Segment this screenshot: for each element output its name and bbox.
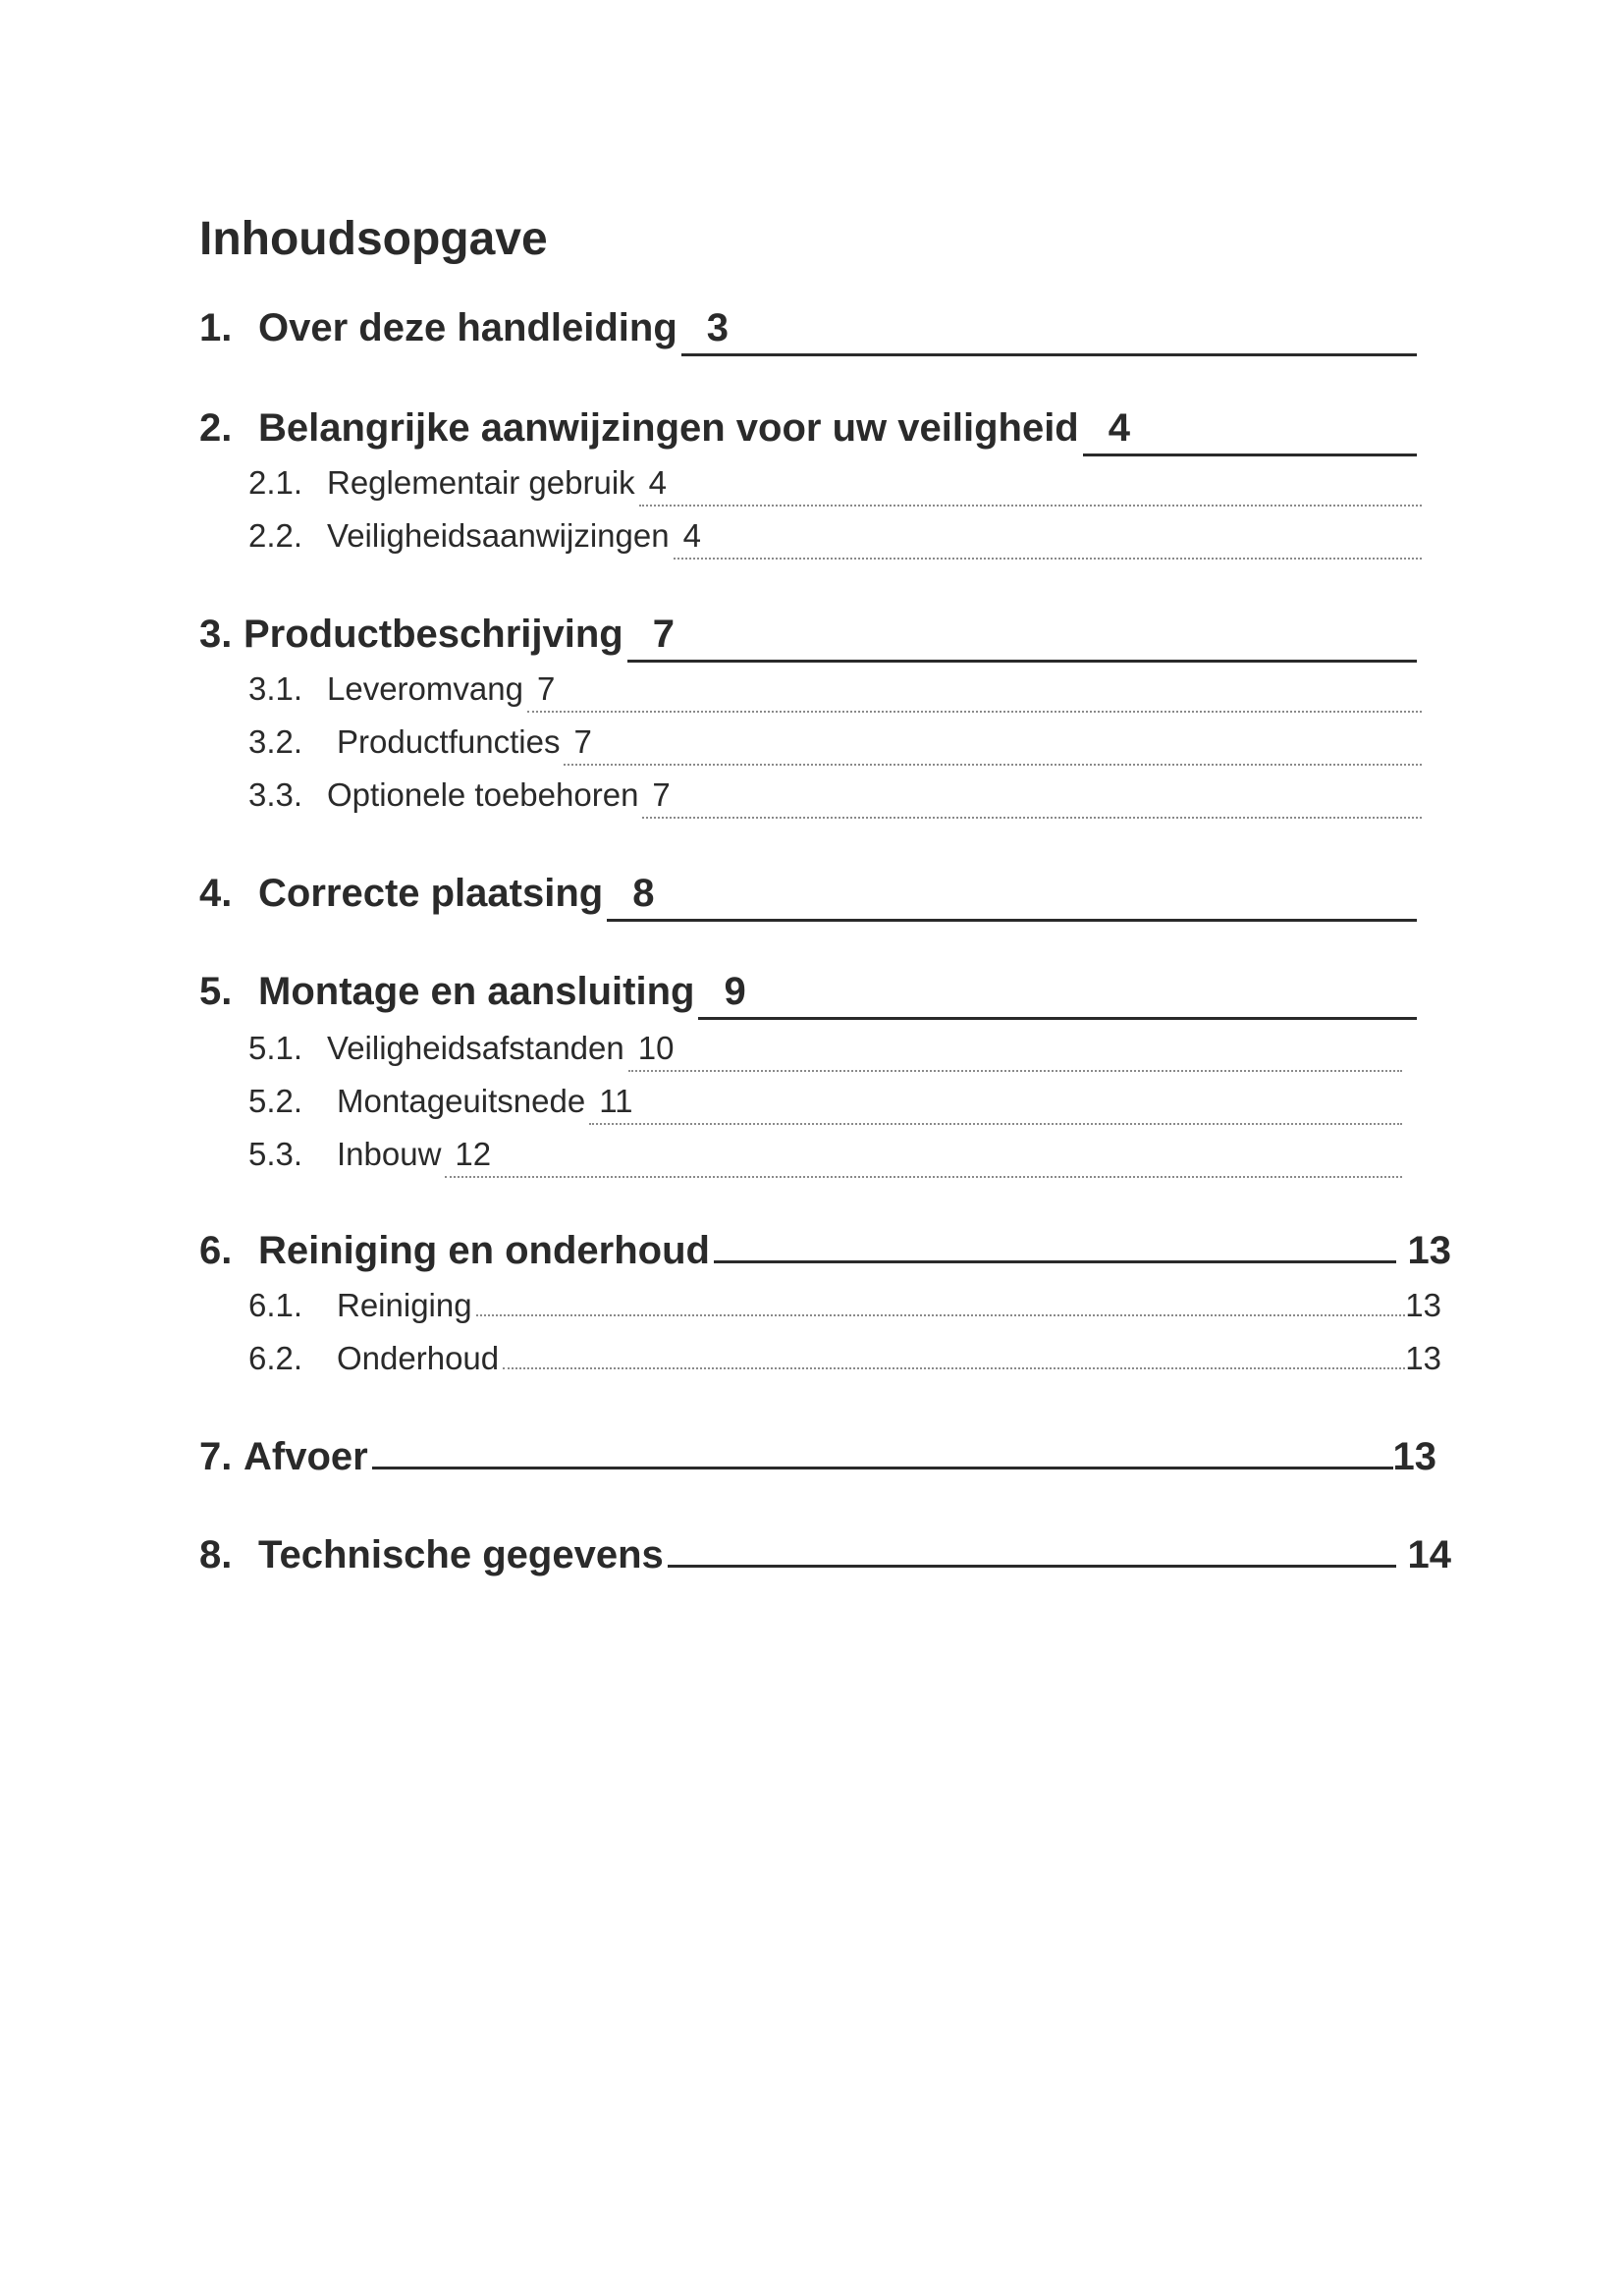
toc-entry-page: 7: [573, 723, 592, 760]
toc-entry-page: 13: [1405, 1287, 1441, 1323]
toc-entry-page: 3: [706, 306, 730, 349]
toc-entry-number: 3.: [199, 613, 233, 656]
page-title: Inhoudsopgave: [199, 213, 548, 265]
toc-leader: [681, 302, 1417, 356]
toc-entry-label: Productbeschrijving: [244, 613, 623, 656]
toc-entry-page: 14: [1407, 1533, 1451, 1576]
toc-entry-page: 13: [1405, 1340, 1441, 1376]
toc-entry-label: Veiligheidsaanwijzingen: [327, 517, 670, 554]
toc-entry-number: 3.1.: [248, 670, 303, 707]
toc-entry-label: Productfuncties: [337, 723, 561, 760]
toc-entry-number: 2.: [199, 406, 233, 450]
toc-entry-label: Belangrijke aanwijzingen voor uw veiligheid: [258, 406, 1079, 450]
toc-leader: [564, 721, 1422, 766]
toc-entry-page: 4: [1108, 406, 1130, 450]
toc-leader: [476, 1314, 1406, 1316]
toc-entry-label: Correcte plaatsing: [258, 872, 604, 915]
toc-entry-number: 5.: [199, 970, 233, 1013]
toc-subentry[interactable]: [248, 667, 1422, 711]
toc-entry-number: 5.2.: [248, 1083, 303, 1119]
toc-entry-page: 13: [1392, 1435, 1436, 1478]
toc-subentry[interactable]: [248, 1337, 1441, 1380]
toc-entry-number: 8.: [199, 1533, 233, 1576]
toc-entry-label: Onderhoud: [337, 1340, 500, 1376]
toc-entry-label: Inbouw: [337, 1136, 442, 1172]
toc-entry-page: 8: [632, 872, 655, 915]
toc-entry-number: 6.2.: [248, 1340, 303, 1376]
toc-entry[interactable]: [199, 1225, 1451, 1276]
toc-leader: [1083, 402, 1417, 456]
toc-entry-label: Reiniging en onderhoud: [258, 1229, 710, 1272]
toc-entry-number: 2.2.: [248, 517, 303, 554]
toc-entry-label: Reiniging: [337, 1287, 472, 1323]
toc-subentry[interactable]: [248, 1284, 1441, 1327]
toc-entry[interactable]: [199, 1431, 1436, 1482]
toc-leader: [503, 1367, 1405, 1369]
toc-entry-number: 1.: [199, 306, 233, 349]
toc-entry-page: 11: [599, 1083, 633, 1119]
toc-entry-number: 6.1.: [248, 1287, 303, 1323]
toc-entry-page: 7: [652, 776, 671, 813]
toc-subentry[interactable]: [248, 721, 1422, 764]
toc-entry[interactable]: [199, 302, 1417, 353]
toc-leader: [642, 774, 1422, 819]
toc-entry-page: 7: [652, 613, 675, 656]
toc-subentry[interactable]: [248, 1080, 1402, 1123]
toc-entry-number: 3.2.: [248, 723, 303, 760]
toc-entry-label: Over deze handleiding: [258, 306, 677, 349]
toc-leader: [668, 1565, 1396, 1568]
toc-subentry[interactable]: [248, 514, 1422, 558]
toc-entry[interactable]: [199, 868, 1417, 919]
toc-leader: [627, 609, 1417, 663]
toc-entry-label: Veiligheidsafstanden: [327, 1030, 624, 1066]
toc-leader: [527, 667, 1422, 713]
toc-leader: [674, 514, 1422, 560]
toc-subentry[interactable]: [248, 1027, 1402, 1070]
toc-entry-page: 12: [455, 1136, 492, 1172]
toc-leader: [445, 1133, 1402, 1178]
toc-entry-label: Leveromvang: [327, 670, 523, 707]
toc-entry-label: Montage en aansluiting: [258, 970, 695, 1013]
toc-entry-number: 7.: [199, 1435, 233, 1478]
toc-entry-page: 4: [682, 517, 701, 554]
toc-entry-number: 5.3.: [248, 1136, 303, 1172]
toc-subentry[interactable]: [248, 1133, 1402, 1176]
toc-entry-number: 2.1.: [248, 464, 303, 501]
toc-entry[interactable]: [199, 402, 1417, 454]
toc-entry-number: 4.: [199, 872, 233, 915]
toc-entry[interactable]: [199, 966, 1417, 1017]
toc-leader: [589, 1080, 1402, 1125]
toc-entry-page: 9: [724, 970, 746, 1013]
toc-entry[interactable]: [199, 609, 1417, 660]
toc-leader: [628, 1027, 1402, 1072]
toc-entry-label: Optionele toebehoren: [327, 776, 639, 813]
toc-entry-label: Montageuitsnede: [337, 1083, 586, 1119]
toc-leader: [698, 966, 1417, 1020]
toc-entry-page: 7: [536, 670, 556, 707]
toc-leader: [714, 1260, 1396, 1263]
toc-leader: [607, 868, 1417, 922]
toc-entry-label: Afvoer: [244, 1435, 368, 1478]
toc-subentry[interactable]: [248, 461, 1422, 505]
toc-entry-page: 13: [1407, 1229, 1451, 1272]
toc-leader: [372, 1467, 1393, 1469]
toc-entry-number: 6.: [199, 1229, 233, 1272]
toc-entry-page: 10: [637, 1030, 675, 1066]
toc-entry-number: 5.1.: [248, 1030, 303, 1066]
toc-leader: [639, 461, 1422, 507]
toc-entry-label: Technische gegevens: [258, 1533, 664, 1576]
toc-entry[interactable]: [199, 1529, 1451, 1580]
toc-subentry[interactable]: [248, 774, 1422, 817]
toc-entry-label: Reglementair gebruik: [327, 464, 635, 501]
toc-entry-page: 4: [648, 464, 668, 501]
toc-entry-number: 3.3.: [248, 776, 303, 813]
